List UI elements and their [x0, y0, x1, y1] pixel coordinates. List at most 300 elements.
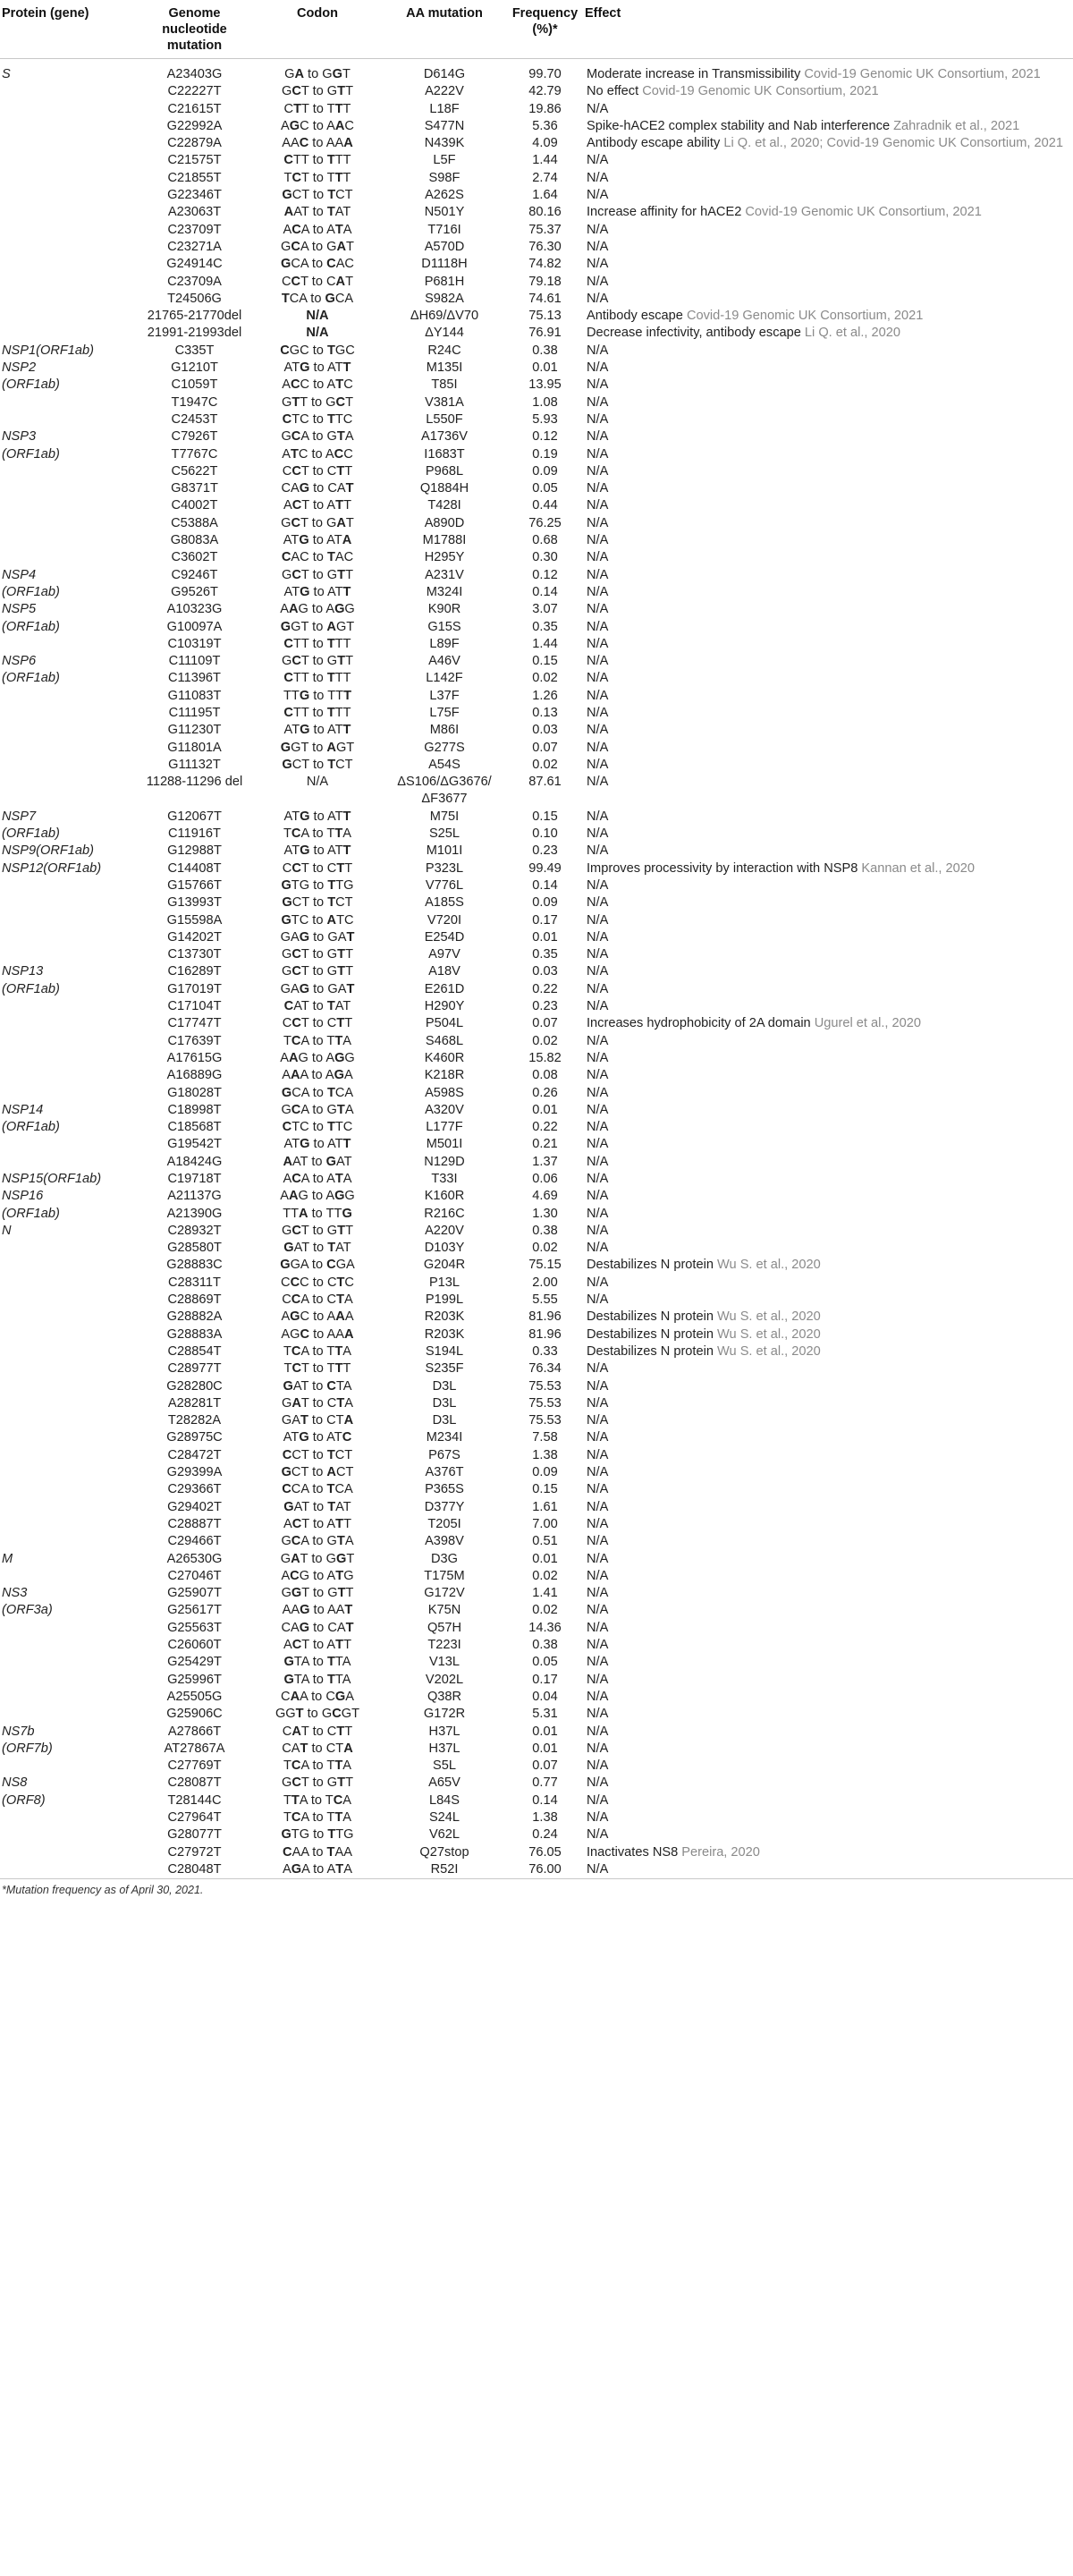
- frequency-cell: 76.34: [528, 1361, 562, 1377]
- frequency-cell: 0.02: [532, 1603, 558, 1618]
- citation-link[interactable]: Wu S. et al., 2020: [717, 1326, 821, 1342]
- header-genome-line1: Genome: [168, 6, 221, 21]
- aa-mutation-line: S468L: [425, 1033, 464, 1048]
- table-row: [0, 998, 1073, 1015]
- effect-cell: [583, 394, 1073, 411]
- frequency-cell: 0.01: [532, 1741, 558, 1756]
- aa-mutation-cell: [382, 204, 507, 221]
- aa-mutation-line: E261D: [424, 981, 465, 996]
- effect-cell: [583, 1792, 1073, 1809]
- protein-cell: [0, 1067, 136, 1084]
- aa-mutation-line: M234I: [426, 1430, 463, 1445]
- aa-mutation-line: S477N: [424, 118, 465, 133]
- table-row: [0, 360, 1073, 377]
- table-row: [0, 1378, 1073, 1395]
- table-row: [0, 1343, 1073, 1360]
- frequency-cell: 0.01: [532, 360, 558, 376]
- genome-mutation-cell: G19542T: [167, 1137, 222, 1152]
- codon-cell: CAG to CAT: [281, 1620, 354, 1635]
- aa-mutation-line: A376T: [425, 1465, 464, 1480]
- genome-mutation-cell: C28932T: [167, 1223, 222, 1238]
- genome-mutation-cell: C21575T: [167, 153, 222, 168]
- genome-mutation-cell: C28887T: [167, 1516, 222, 1531]
- codon-cell: GAG to GAT: [280, 981, 355, 996]
- effect-cell: [583, 1309, 1073, 1326]
- codon-cell: GCT to GTT: [281, 567, 354, 582]
- effect-text: N/A: [587, 188, 609, 203]
- aa-mutation-line: L84S: [428, 1792, 460, 1808]
- genome-mutation-cell: G12067T: [167, 809, 222, 824]
- protein-cell: [0, 1758, 136, 1775]
- protein-cell: [0, 1378, 136, 1395]
- table-row: [0, 274, 1073, 291]
- aa-mutation-line: A570D: [424, 239, 465, 254]
- aa-mutation-line: P968L: [425, 463, 464, 479]
- aa-mutation-cell: [382, 998, 507, 1015]
- effect-cell: [583, 1464, 1073, 1481]
- effect-text: Destabilizes N protein: [587, 1343, 718, 1359]
- frequency-cell: 5.55: [532, 1292, 558, 1308]
- effect-text: No effect: [587, 84, 643, 99]
- effect-text: N/A: [587, 1741, 609, 1756]
- genome-mutation-cell: C28869T: [167, 1292, 222, 1308]
- genome-mutation-cell: 11288-11296 del: [146, 775, 243, 790]
- codon-cell: GGT to GCGT: [275, 1707, 360, 1722]
- citation-link[interactable]: Covid-19 Genomic UK Consortium, 2021: [686, 309, 924, 324]
- genome-mutation-cell: A21137G: [167, 1189, 222, 1204]
- protein-cell: (ORF7b): [2, 1741, 53, 1756]
- aa-mutation-cell: [382, 1620, 507, 1637]
- citation-link[interactable]: Covid-19 Genomic UK Consortium, 2021: [745, 205, 982, 220]
- effect-text: N/A: [587, 1154, 609, 1169]
- table-row: [0, 532, 1073, 549]
- codon-cell: TCA to TTA: [283, 1033, 351, 1048]
- protein-cell: [0, 222, 136, 239]
- codon-cell: ACT to ATT: [283, 498, 351, 513]
- genome-mutation-cell: C14408T: [167, 860, 222, 876]
- effect-text: Destabilizes N protein: [587, 1326, 718, 1342]
- aa-mutation-cell: [382, 1275, 507, 1292]
- header-aa: AA mutation: [406, 6, 483, 21]
- codon-cell: AAT to GAT: [283, 1154, 352, 1169]
- genome-mutation-cell: C22227T: [167, 84, 222, 99]
- effect-cell: [583, 688, 1073, 705]
- codon-cell: CAA to TAA: [283, 1844, 352, 1860]
- protein-cell: NSP13: [2, 964, 44, 979]
- protein-cell: [0, 636, 136, 653]
- codon-cell: ATG to ATT: [283, 1137, 351, 1152]
- table-row: [0, 1568, 1073, 1585]
- genome-mutation-cell: A28281T: [167, 1395, 222, 1411]
- codon-cell: GCT to GTT: [281, 947, 354, 962]
- aa-mutation-cell: [382, 1309, 507, 1326]
- protein-cell: (ORF1ab): [2, 1120, 60, 1135]
- codon-cell: GCA to GAT: [281, 239, 354, 254]
- table-row: [0, 1499, 1073, 1516]
- effect-text: N/A: [587, 515, 609, 530]
- aa-mutation-line: R52I: [430, 1861, 459, 1877]
- effect-cell: [583, 1188, 1073, 1205]
- effect-cell: [583, 1706, 1073, 1723]
- aa-mutation-line: R216C: [424, 1206, 465, 1221]
- codon-cell: GCA to GTA: [281, 429, 354, 445]
- genome-mutation-cell: T28144C: [167, 1792, 222, 1808]
- frequency-cell: 0.33: [532, 1343, 558, 1359]
- codon-cell: ATC to ACC: [282, 446, 353, 462]
- table-row: [0, 1689, 1073, 1706]
- protein-cell: [0, 101, 136, 118]
- protein-cell: [0, 1447, 136, 1464]
- effect-cell: [583, 757, 1073, 774]
- effect-cell: [583, 1758, 1073, 1775]
- effect-text: N/A: [587, 1447, 609, 1462]
- aa-mutation-cell: [382, 532, 507, 549]
- aa-mutation-cell: [382, 929, 507, 946]
- effect-text: N/A: [587, 877, 609, 893]
- effect-text: N/A: [587, 1206, 609, 1221]
- table-row: [0, 1533, 1073, 1550]
- header-codon: Codon: [297, 6, 338, 21]
- genome-mutation-cell: C5388A: [171, 515, 218, 530]
- frequency-cell: 7.58: [532, 1430, 558, 1445]
- frequency-cell: 1.61: [532, 1499, 558, 1514]
- genome-mutation-cell: C27046T: [167, 1568, 222, 1583]
- aa-mutation-cell: [382, 152, 507, 169]
- protein-cell: [0, 1033, 136, 1050]
- effect-text: N/A: [587, 360, 609, 376]
- protein-cell: [0, 1360, 136, 1377]
- genome-mutation-cell: A23403G: [166, 67, 223, 81]
- genome-mutation-cell: T24506G: [167, 291, 222, 306]
- aa-mutation-cell: [382, 377, 507, 394]
- table-row: [0, 308, 1073, 325]
- protein-cell: [0, 463, 136, 480]
- codon-cell: N/A: [306, 309, 329, 324]
- aa-mutation-cell: [382, 291, 507, 308]
- aa-mutation-line: P323L: [425, 860, 464, 876]
- aa-mutation-line: K75N: [427, 1603, 461, 1618]
- genome-mutation-cell: G12988T: [167, 843, 222, 859]
- table-row: [0, 256, 1073, 273]
- aa-mutation-line: A185S: [425, 895, 464, 911]
- frequency-cell: 1.26: [532, 688, 558, 703]
- effect-cell: [583, 1015, 1073, 1032]
- table-row: [0, 826, 1073, 843]
- table-row: [0, 1654, 1073, 1671]
- frequency-cell: 0.09: [532, 1465, 558, 1480]
- citation-link[interactable]: Li Q. et al., 2020: [804, 326, 900, 341]
- citation-link[interactable]: Li Q. et al., 2020; Covid-19 Genomic UK Consortium, 2021: [723, 136, 1063, 151]
- effect-text: N/A: [587, 1827, 609, 1843]
- aa-mutation-line: T716I: [427, 222, 461, 237]
- table-row: [0, 1206, 1073, 1223]
- genome-mutation-cell: C27964T: [167, 1809, 222, 1825]
- citation-link[interactable]: Zahradnik et al., 2021: [893, 118, 1020, 133]
- effect-text: N/A: [587, 1568, 609, 1583]
- aa-mutation-cell: [382, 446, 507, 463]
- protein-cell: [0, 757, 136, 774]
- codon-cell: CCA to CTA: [282, 1292, 353, 1308]
- effect-cell: [583, 1826, 1073, 1843]
- header-genome-line3: mutation: [166, 38, 223, 53]
- effect-cell: [583, 1481, 1073, 1498]
- aa-mutation-cell: [382, 1826, 507, 1843]
- genome-mutation-cell: A18424G: [166, 1154, 223, 1169]
- aa-mutation-line: T428I: [427, 498, 461, 513]
- table-row: [0, 1154, 1073, 1171]
- genome-mutation-cell: C4002T: [171, 498, 218, 513]
- effect-text: N/A: [587, 1033, 609, 1048]
- aa-mutation-cell: [382, 428, 507, 445]
- effect-text: N/A: [587, 826, 609, 842]
- genome-mutation-cell: 21991-21993del: [147, 326, 242, 341]
- aa-mutation-line: N439K: [424, 136, 465, 151]
- citation-link[interactable]: Wu S. et al., 2020: [717, 1258, 821, 1273]
- genome-mutation-cell: C18998T: [167, 1102, 222, 1117]
- protein-cell: NSP14: [2, 1102, 44, 1117]
- protein-cell: [0, 894, 136, 911]
- effect-cell: [583, 1672, 1073, 1689]
- effect-text: N/A: [587, 895, 609, 911]
- protein-cell: [0, 1154, 136, 1171]
- frequency-cell: 81.96: [528, 1326, 562, 1342]
- aa-mutation-line: H37L: [428, 1741, 460, 1756]
- table-row: [0, 774, 1073, 809]
- codon-cell: ATG to ATT: [283, 843, 351, 859]
- table-row: [0, 981, 1073, 998]
- aa-mutation-cell: [382, 549, 507, 566]
- effect-cell: [583, 1154, 1073, 1171]
- codon-cell: CAT to CTA: [282, 1741, 353, 1756]
- codon-cell: GCT to GTT: [281, 964, 354, 979]
- effect-text: N/A: [587, 170, 609, 185]
- table-row: [0, 1758, 1073, 1775]
- codon-cell: ACA to ATA: [283, 1172, 352, 1186]
- citation-link[interactable]: Kannan et al., 2020: [861, 860, 975, 876]
- effect-text: N/A: [587, 1482, 609, 1497]
- codon-cell: GAT to GGT: [280, 1551, 355, 1566]
- frequency-cell: 0.22: [532, 981, 558, 996]
- effect-text: N/A: [587, 567, 609, 582]
- aa-mutation-line: K218R: [424, 1068, 465, 1083]
- protein-cell: [0, 549, 136, 566]
- aa-mutation-line: A231V: [425, 567, 464, 582]
- aa-mutation-cell: [382, 740, 507, 757]
- table-row: [0, 1412, 1073, 1429]
- table-row: [0, 929, 1073, 946]
- aa-mutation-cell: [382, 757, 507, 774]
- frequency-cell: 74.82: [528, 257, 562, 272]
- protein-cell: [0, 1275, 136, 1292]
- aa-mutation-line: Q27stop: [419, 1844, 469, 1860]
- protein-cell: [0, 929, 136, 946]
- aa-mutation-line: P199L: [425, 1292, 464, 1308]
- aa-mutation-cell: [382, 688, 507, 705]
- codon-cell: AGA to ATA: [283, 1861, 352, 1877]
- protein-cell: (ORF1ab): [2, 584, 60, 599]
- table-row: [0, 1516, 1073, 1533]
- citation-link[interactable]: Covid-19 Genomic UK Consortium, 2021: [804, 67, 1041, 81]
- aa-mutation-line: L18F: [429, 101, 460, 116]
- protein-cell: [0, 1706, 136, 1723]
- genome-mutation-cell: C11916T: [168, 826, 221, 842]
- genome-mutation-cell: A27866T: [167, 1724, 222, 1739]
- table-row: [0, 1326, 1073, 1343]
- effect-text: N/A: [587, 1085, 609, 1100]
- citation-link[interactable]: Wu S. et al., 2020: [717, 1309, 821, 1325]
- codon-cell: AAG to AGG: [280, 1050, 355, 1065]
- codon-cell: AAG to AAT: [282, 1603, 353, 1618]
- aa-mutation-line: M86I: [429, 723, 460, 738]
- citation-link[interactable]: Ugurel et al., 2020: [814, 1016, 921, 1031]
- aa-mutation-cell: [382, 774, 507, 809]
- genome-mutation-cell: C23709T: [167, 222, 222, 237]
- genome-mutation-cell: G28580T: [167, 1241, 222, 1256]
- effect-text: N/A: [587, 981, 609, 996]
- effect-cell: [583, 963, 1073, 980]
- frequency-cell: 42.79: [528, 84, 562, 99]
- codon-cell: AGC to AAC: [281, 118, 354, 133]
- table-row: [0, 377, 1073, 394]
- protein-cell: (ORF1ab): [2, 826, 60, 842]
- effect-text: N/A: [587, 1792, 609, 1808]
- frequency-cell: 0.15: [532, 1482, 558, 1497]
- frequency-cell: 75.37: [528, 222, 562, 237]
- aa-mutation-cell: [382, 222, 507, 239]
- effect-text: N/A: [587, 1413, 609, 1428]
- aa-mutation-line: M501I: [426, 1137, 463, 1152]
- genome-mutation-cell: 21765-21770del: [147, 309, 242, 324]
- effect-cell: [583, 83, 1073, 100]
- effect-cell: [583, 1343, 1073, 1360]
- genome-mutation-cell: G25906C: [166, 1707, 223, 1722]
- footnote: *Mutation frequency as of April 30, 2021.: [0, 1879, 1073, 1902]
- aa-mutation-line: G15S: [427, 619, 461, 634]
- codon-cell: AGC to AAA: [281, 1309, 354, 1325]
- effect-text: N/A: [587, 1672, 609, 1687]
- codon-cell: CCT to CTT: [282, 463, 353, 479]
- codon-cell: GCT to TCT: [282, 895, 353, 911]
- table-row: [0, 1844, 1073, 1861]
- aa-mutation-cell: [382, 170, 507, 187]
- effect-text: N/A: [587, 291, 609, 306]
- genome-mutation-cell: G8083A: [170, 533, 219, 548]
- aa-mutation-line: G277S: [424, 740, 465, 755]
- frequency-cell: 0.07: [532, 740, 558, 755]
- aa-mutation-line: T223I: [427, 1638, 461, 1653]
- frequency-cell: 75.13: [528, 309, 562, 324]
- effect-text: N/A: [587, 446, 609, 462]
- citation-link[interactable]: Covid-19 Genomic UK Consortium, 2021: [642, 84, 879, 99]
- table-row: [0, 1015, 1073, 1032]
- aa-mutation-cell: [382, 1637, 507, 1654]
- protein-cell: [0, 1050, 136, 1067]
- effect-cell: [583, 860, 1073, 877]
- effect-cell: [583, 826, 1073, 843]
- protein-cell: [0, 1085, 136, 1102]
- table-row: [0, 1672, 1073, 1689]
- effect-text: N/A: [587, 343, 609, 358]
- codon-cell: CCA to TCA: [282, 1482, 353, 1497]
- aa-mutation-cell: [382, 826, 507, 843]
- genome-mutation-cell: C13730T: [167, 947, 222, 962]
- effect-text: Increase affinity for hACE2: [587, 205, 746, 220]
- effect-cell: [583, 152, 1073, 169]
- protein-cell: NSP7: [2, 809, 37, 824]
- aa-mutation-line: R203K: [424, 1309, 465, 1325]
- table-row: [0, 1360, 1073, 1377]
- codon-cell: GTG to TTG: [281, 877, 354, 893]
- effect-cell: [583, 894, 1073, 911]
- codon-cell: GCT to TCT: [282, 188, 353, 203]
- citation-link[interactable]: Wu S. et al., 2020: [717, 1343, 821, 1359]
- effect-text: N/A: [587, 1758, 609, 1774]
- frequency-cell: 0.35: [532, 619, 558, 634]
- codon-cell: AGC to AAA: [281, 1326, 354, 1342]
- effect-cell: [583, 118, 1073, 135]
- effect-text: N/A: [587, 1534, 609, 1549]
- genome-mutation-cell: C17639T: [167, 1033, 222, 1048]
- table-row: [0, 1429, 1073, 1446]
- codon-cell: CCC to CTC: [281, 1275, 354, 1290]
- frequency-cell: 5.31: [532, 1707, 558, 1722]
- table-row: [0, 1395, 1073, 1412]
- table-row: [0, 118, 1073, 135]
- aa-mutation-line: V381A: [425, 394, 464, 410]
- table-row: [0, 636, 1073, 653]
- protein-cell: NSP1(ORF1ab): [2, 343, 94, 358]
- codon-cell: CAC to TAC: [281, 550, 354, 565]
- aa-mutation-cell: [382, 1119, 507, 1136]
- aa-mutation-cell: [382, 705, 507, 722]
- protein-cell: [0, 239, 136, 256]
- aa-mutation-cell: [382, 1654, 507, 1671]
- protein-cell: [0, 1326, 136, 1343]
- frequency-cell: 0.17: [532, 912, 558, 928]
- genome-mutation-cell: C18568T: [167, 1120, 222, 1135]
- aa-mutation-line: L142F: [426, 671, 463, 686]
- effect-text: N/A: [587, 740, 609, 755]
- effect-cell: [583, 1568, 1073, 1585]
- frequency-cell: 14.36: [528, 1620, 562, 1635]
- aa-mutation-cell: [382, 1343, 507, 1360]
- citation-link[interactable]: Pereira, 2020: [681, 1844, 760, 1860]
- aa-mutation-cell: [382, 1136, 507, 1153]
- effect-cell: [583, 204, 1073, 221]
- genome-mutation-cell: G28077T: [167, 1827, 222, 1843]
- aa-mutation-cell: [382, 809, 507, 826]
- protein-cell: [0, 1240, 136, 1257]
- table-row: [0, 1861, 1073, 1879]
- aa-mutation-cell: [382, 239, 507, 256]
- aa-mutation-line: P504L: [425, 1016, 464, 1031]
- aa-mutation-cell: [382, 584, 507, 601]
- protein-cell: [0, 411, 136, 428]
- effect-cell: [583, 1412, 1073, 1429]
- effect-text: N/A: [587, 1068, 609, 1083]
- frequency-cell: 74.61: [528, 291, 562, 306]
- effect-cell: [583, 497, 1073, 514]
- frequency-cell: 0.02: [532, 671, 558, 686]
- aa-mutation-line: ΔH69/ΔV70: [410, 309, 479, 324]
- effect-cell: [583, 1533, 1073, 1550]
- frequency-cell: 0.26: [532, 1085, 558, 1100]
- table-row: [0, 688, 1073, 705]
- codon-cell: TCA to TTA: [283, 1758, 351, 1774]
- effect-text: N/A: [587, 1120, 609, 1135]
- protein-cell: [0, 83, 136, 100]
- frequency-cell: 0.09: [532, 463, 558, 479]
